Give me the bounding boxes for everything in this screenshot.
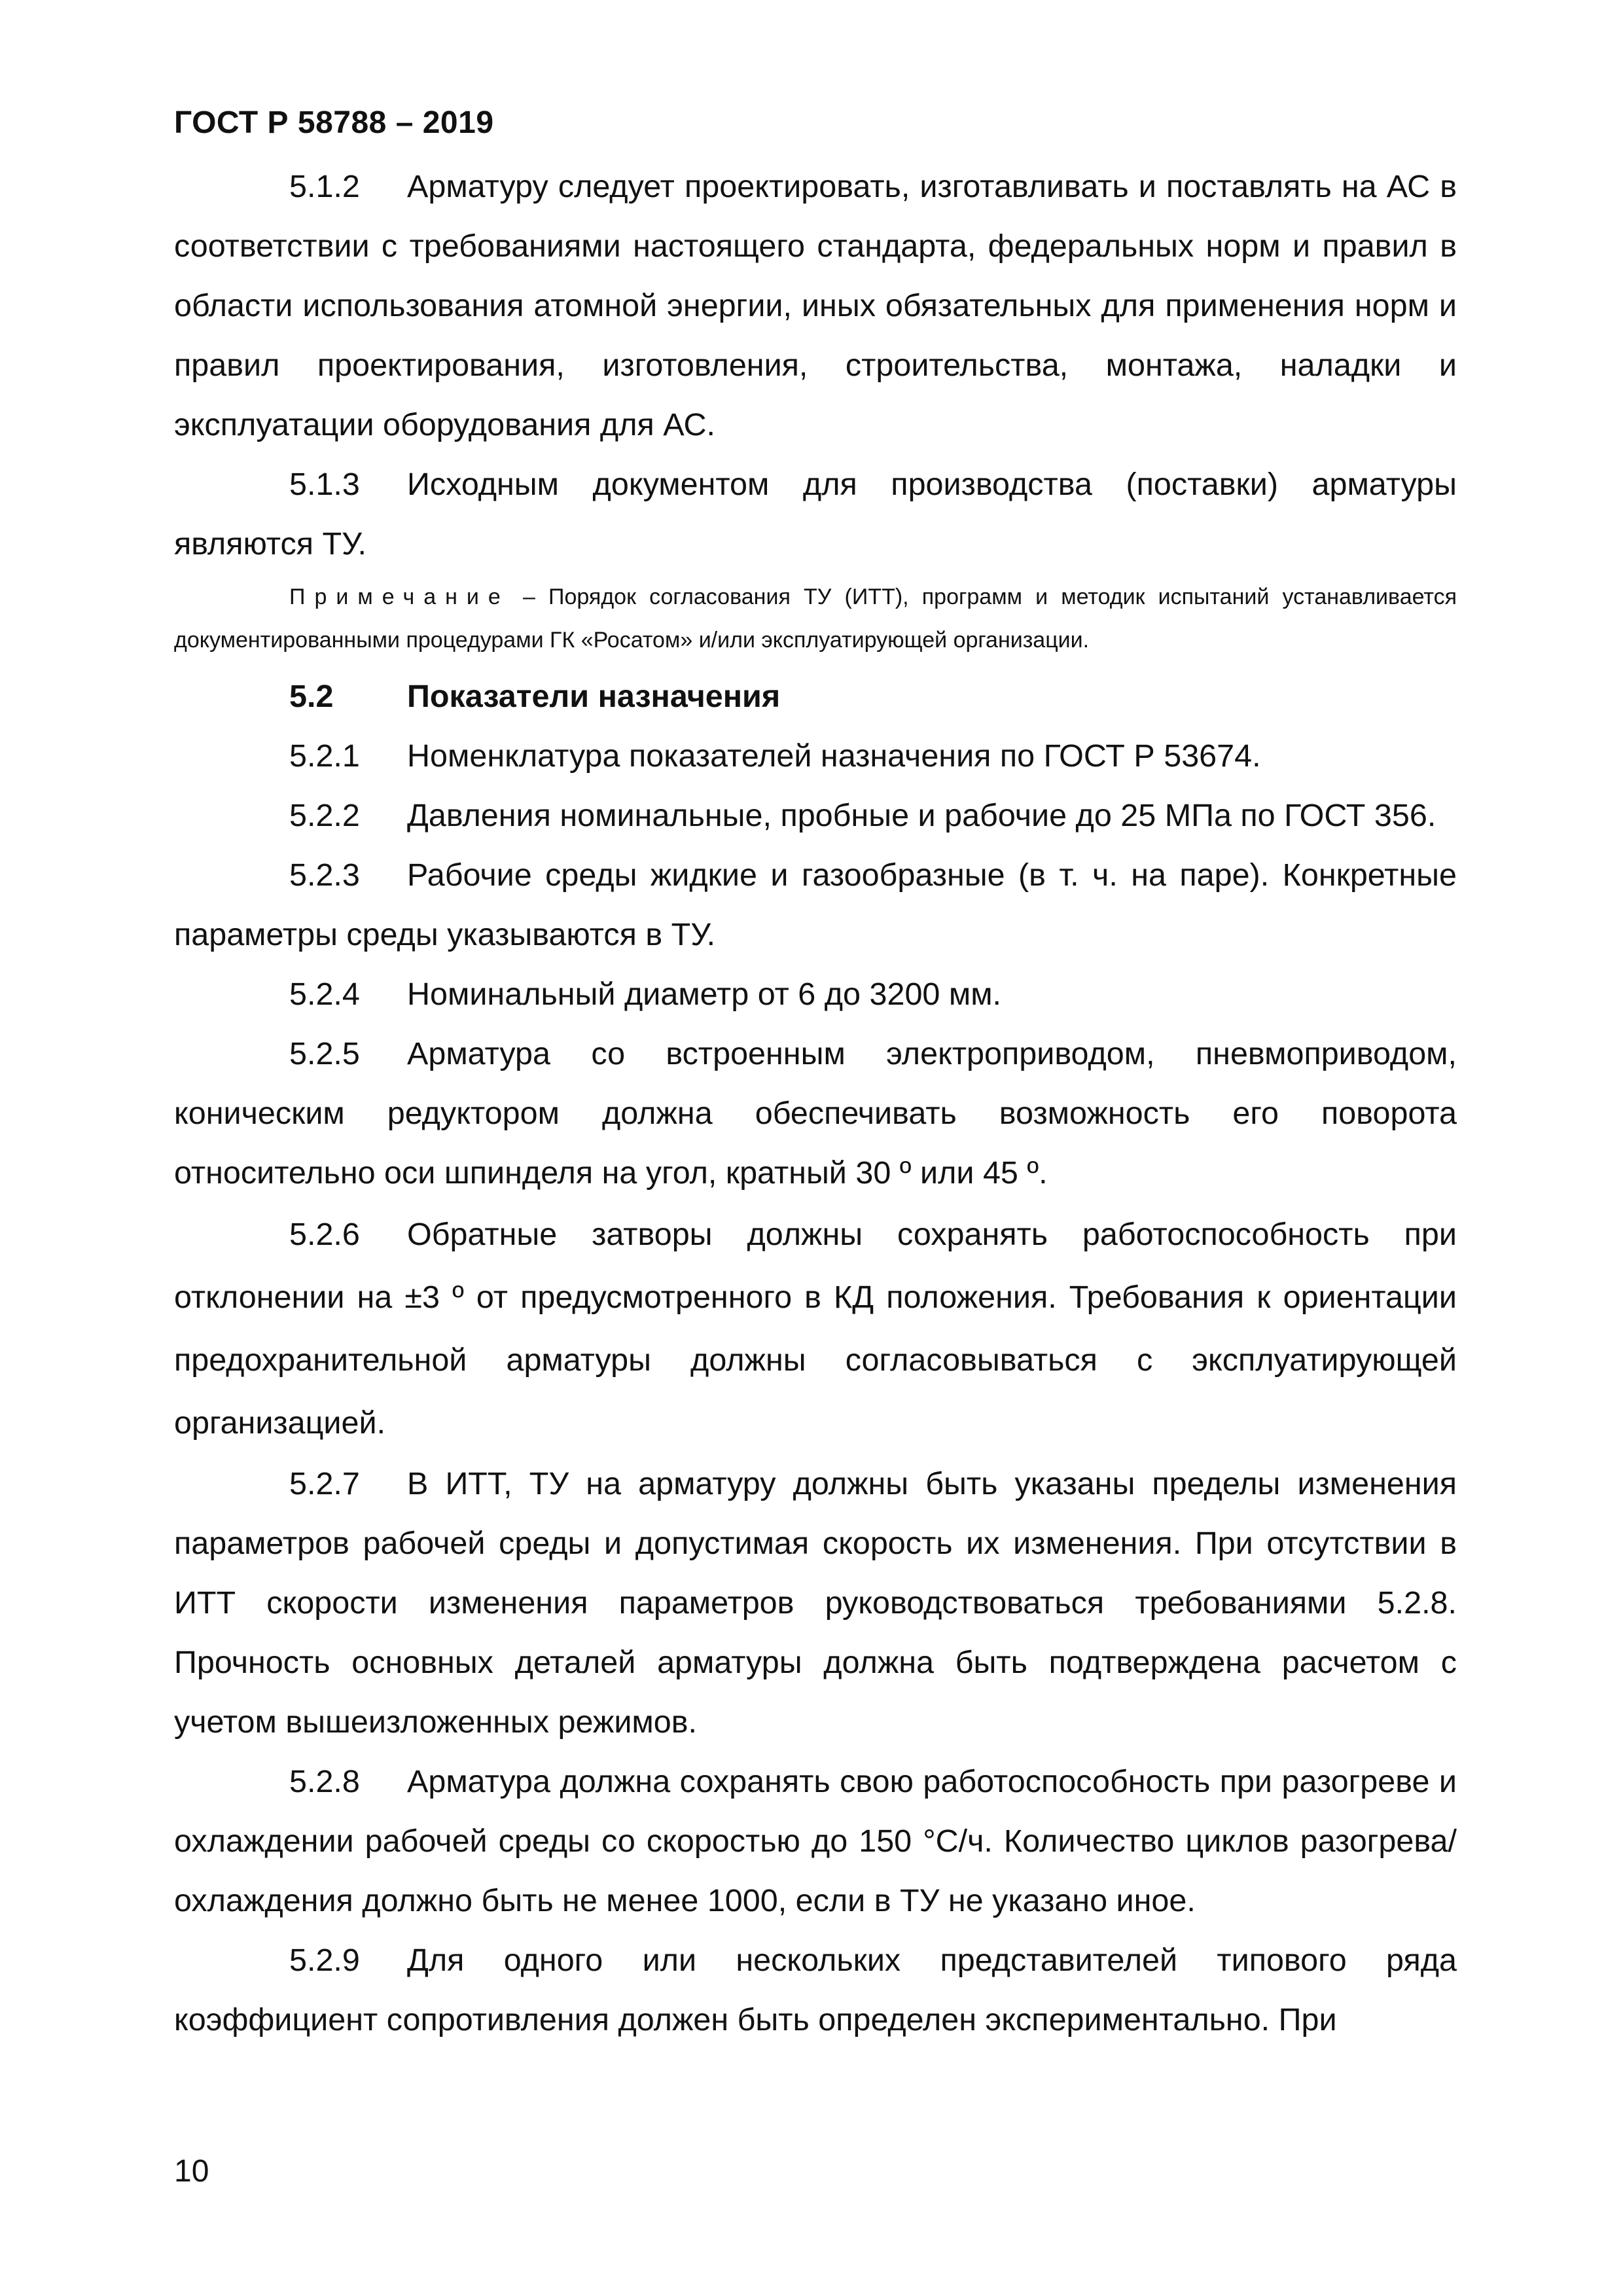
- section-title: Показатели назначения: [407, 679, 781, 714]
- note-label: Примечание: [289, 584, 510, 609]
- clause-text: Рабочие среды жидкие и газообразные (в т. ч. на паре). Конкретные параметры среды указываются в ТУ.: [174, 857, 1457, 952]
- clause-5-2-3: [174, 846, 1457, 965]
- clause-number: 5.2.5: [289, 1036, 360, 1071]
- clause-number: 5.2.3: [289, 857, 360, 893]
- clause-5-2-4: [174, 965, 1457, 1024]
- clause-5-2-6: [174, 1203, 1457, 1454]
- clause-text: В ИТТ, ТУ на арматуру должны быть указаны пределы изменения параметров рабочей среды и допустимая скорость их изменения. При отсутствии в ИТТ скорости изменения параметров руководствоваться требованиями 5.2.8. Прочность основных деталей арматуры должна быть подтверждена расчетом с учетом вышеизложенных режимов.: [174, 1466, 1457, 1740]
- clause-5-2-5: [174, 1024, 1457, 1203]
- clause-text: Для одного или нескольких представителей типового ряда коэффициент сопротивления должен быть определен экспериментально. При: [174, 1943, 1457, 2037]
- clause-number: 5.1.2: [289, 169, 360, 204]
- clause-number: 5.2.2: [289, 798, 360, 833]
- note-text: – Порядок согласования ТУ (ИТТ), программ и методик испытаний устанавливается документированными процедурами ГК «Росатом» и/или эксплуатирующей организации.: [174, 584, 1457, 653]
- note: [174, 574, 1457, 667]
- clause-number: 5.2.9: [289, 1943, 360, 1978]
- clause-number: 5.2.4: [289, 977, 360, 1012]
- clause-text: Номинальный диаметр от 6 до 3200 мм.: [407, 977, 1002, 1012]
- document-body: [174, 157, 1457, 2050]
- clause-5-2-1: [174, 726, 1457, 786]
- clause-5-2-8: [174, 1752, 1457, 1931]
- clause-5-1-3: [174, 455, 1457, 574]
- clause-text: Арматура должна сохранять свою работоспособность при разогреве и охлаждении рабочей среды со скоростью до 150 °С/ч. Количество циклов разогрева/охлаждения должно быть не менее 1000, если в ТУ не указано иное.: [174, 1764, 1457, 1918]
- clause-number: 5.2.8: [289, 1764, 360, 1799]
- clause-text: Давления номинальные, пробные и рабочие до 25 МПа по ГОСТ 356.: [407, 798, 1436, 833]
- clause-text: Номенклатура показателей назначения по ГОСТ Р 53674.: [407, 738, 1261, 774]
- clause-5-2-7: [174, 1454, 1457, 1752]
- section-heading: [174, 667, 1457, 726]
- clause-number: 5.2.1: [289, 738, 360, 774]
- section-number: 5.2: [289, 679, 334, 714]
- page-number: 10: [174, 2154, 209, 2189]
- clause-text: Исходным документом для производства (поставки) арматуры являются ТУ.: [174, 467, 1457, 562]
- clause-text: Арматура со встроенным электроприводом, пневмоприводом, коническим редуктором должна обеспечивать возможность его поворота относительно оси шпинделя на угол, кратный 30 º или 45 º.: [174, 1036, 1457, 1191]
- clause-text: Арматуру следует проектировать, изготавливать и поставлять на АС в соответствии с требованиями настоящего стандарта, федеральных норм и правил в области использования атомной энергии, иных обязательных для применения норм и правил проектирования, изготовления, строительства, монтажа, наладки и эксплуатации оборудования для АС.: [174, 169, 1457, 442]
- clause-5-2-9: [174, 1931, 1457, 2050]
- document-header: ГОСТ Р 58788 – 2019: [174, 105, 494, 140]
- clause-number: 5.2.7: [289, 1466, 360, 1501]
- clause-5-2-2: [174, 786, 1457, 846]
- clause-text: Обратные затворы должны сохранять работоспособность при отклонении на ±3 º от предусмотренного в КД положения. Требования к ориентации предохранительной арматуры должны согласовываться с эксплуатирующей организацией.: [174, 1217, 1457, 1441]
- clause-number: 5.2.6: [289, 1217, 360, 1252]
- clause-5-1-2: [174, 157, 1457, 455]
- clause-number: 5.1.3: [289, 467, 360, 502]
